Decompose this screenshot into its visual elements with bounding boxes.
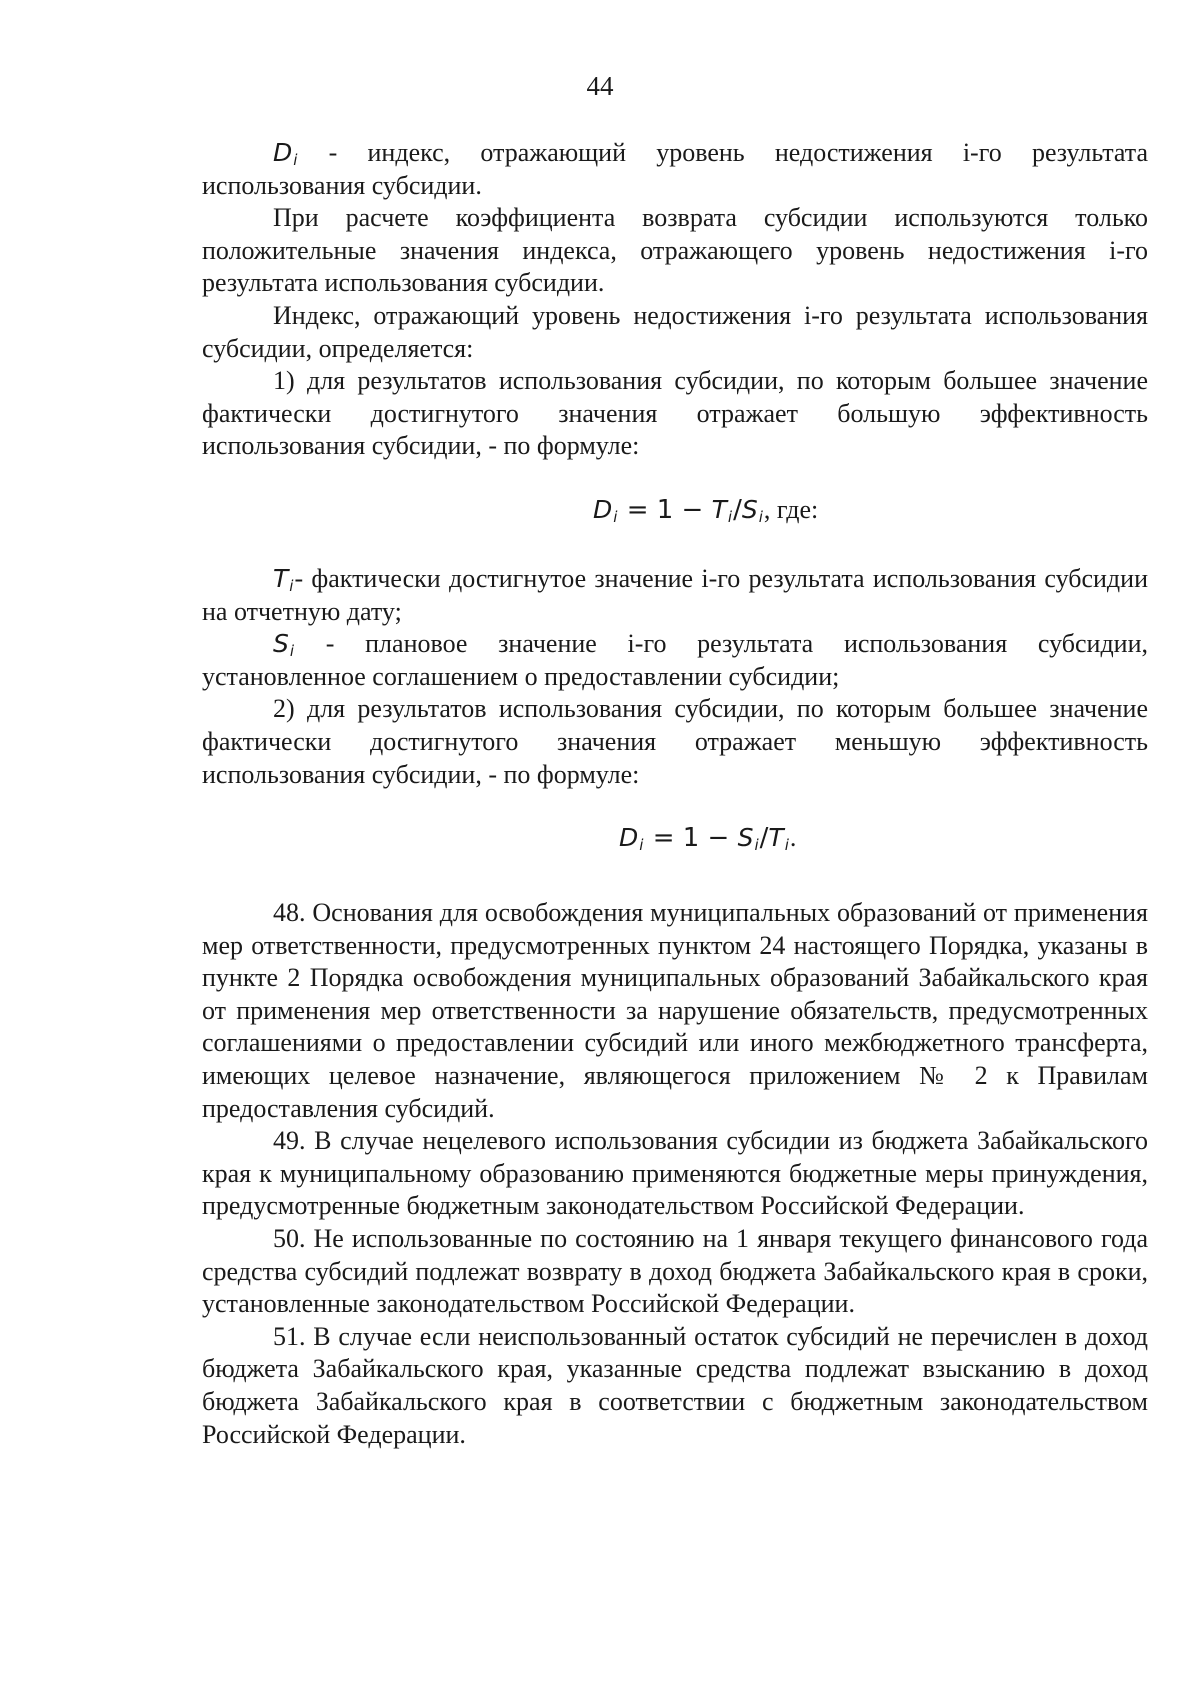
paragraph-s-definition: $S_i$ - плановое значение i-го результата использования субсидии, установленное соглашением о предоставлении субсидии; — [202, 629, 1148, 691]
document-body — [202, 137, 1148, 1451]
paragraph-49: 49. В случае нецелевого использования субсидии из бюджета Забайкальского края к муниципальному образованию применяются бюджетные меры принуждения, предусмотренные бюджетным законодательством Российской Федерации. — [202, 1126, 1148, 1221]
paragraph-t-definition: $T_i-$ фактически достигнутое значение i-го результата использования субсидии на отчетную дату; — [202, 563, 1148, 626]
page-number: 44 — [586, 71, 614, 101]
variable-d: $D_i$ — [273, 138, 299, 169]
formula-2: $D_i = 1 - S_i/T_i$. — [619, 823, 797, 855]
formula-1: $D_i = 1 - T_i/S_i$, где: — [593, 494, 819, 526]
variable-t: $T_i$ — [273, 563, 295, 595]
paragraph-case-1: 1) для результатов использования субсидии, по которым большее значение фактически достигнутого значения отражает большую эффективность использования субсидии, - по формуле: — [202, 366, 1148, 461]
paragraph-d-index-definition: $D_i$ - индекс, отражающий уровень недостижения i-го результата использования субсидии. — [202, 138, 1148, 200]
paragraph-51: 51. В случае если неиспользованный остаток субсидий не перечислен в доход бюджета Забайкальского края, указанные средства подлежат взысканию в доход бюджета Забайкальского края в соответствии с бюджетным законодательством Российской Федерации. — [202, 1321, 1148, 1449]
paragraph-48: 48. Основания для освобождения муниципальных образований от применения мер ответственности, предусмотренных пунктом 24 настоящего Порядка, указаны в пункте 2 Порядка освобождения муниципальных образований Забайкальского края от применения мер ответственности за нарушение обязательств, предусмотренных соглашениями о предоставлении субсидий или иного межбюджетного трансферта, имеющих целевое назначение, являющегося приложением № 2 к Правилам предоставления субсидий. — [202, 898, 1148, 1123]
paragraph-positive-values: При расчете коэффициента возврата субсидии используются только положительные значения индекса, отражающего уровень недостижения i-го результата использования субсидии. — [202, 203, 1148, 298]
paragraph-50: 50. Не использованные по состоянию на 1 января текущего финансового года средства субсидий подлежат возврату в доход бюджета Забайкальского края в сроки, установленные законодательством Российской Федерации. — [202, 1224, 1148, 1319]
paragraph-case-2: 2) для результатов использования субсидии, по которым большее значение фактически достигнутого значения отражает меньшую эффективность использования субсидии, - по формуле: — [202, 694, 1148, 789]
variable-s: $S_i$ — [273, 629, 296, 661]
paragraph-index-defined: Индекс, отражающий уровень недостижения i-го результата использования субсидии, определяется: — [202, 300, 1148, 363]
